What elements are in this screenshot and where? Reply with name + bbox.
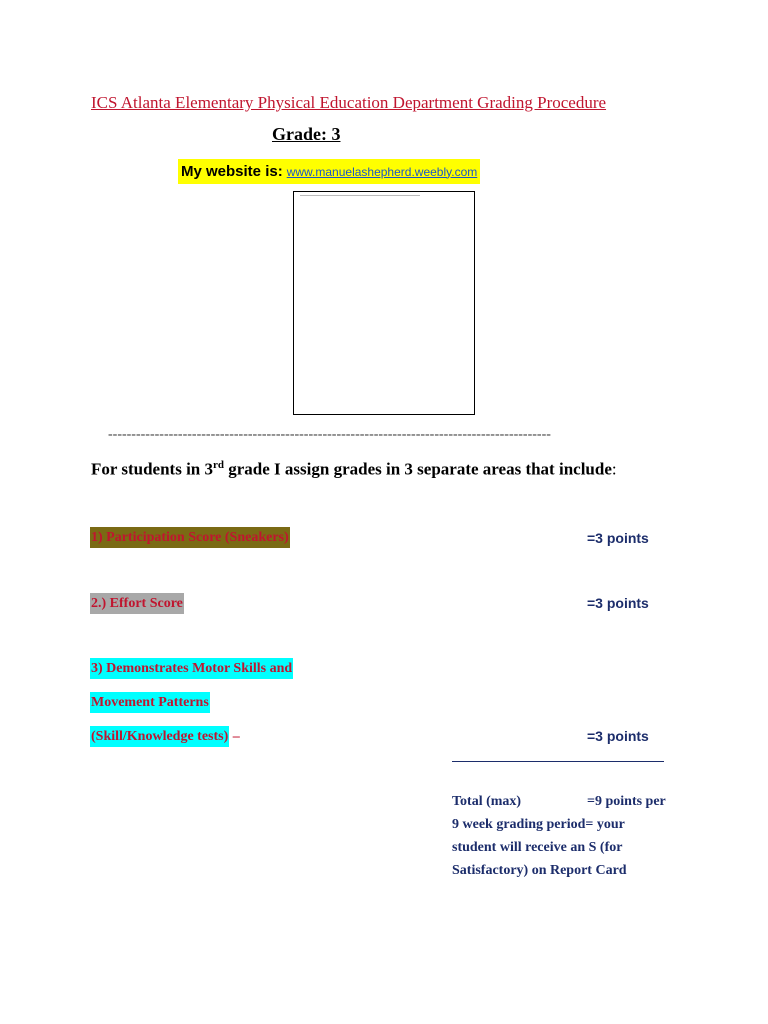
area-motor-skills-line1 [90,659,293,677]
area-motor-skills-label-1: 3) Demonstrates Motor Skills and [90,658,293,679]
total-value: =9 points per [587,794,666,809]
area-participation [90,528,290,546]
total-line-2: 9 week grading period= your [452,817,625,832]
total-rule [452,761,664,762]
area-motor-skills-label-3: (Skill/Knowledge tests) [90,726,229,747]
intro-text-end: grade I assign grades in 3 separate areas that include [224,459,612,479]
area-motor-skills-label-2: Movement Patterns [90,692,210,713]
intro-sentence [91,459,617,480]
area-participation-label: 1) Participation Score (Sneakers) [90,527,290,548]
intro-colon: : [611,459,617,479]
area-effort-label: 2.) Effort Score [90,593,184,614]
website-link[interactable]: www.manuelashepherd.weebly.com [286,164,478,179]
page-title: ICS Atlanta Elementary Physical Education Department Grading Procedure [91,93,607,112]
total-line-4: Satisfactory) on Report Card [452,863,627,878]
total-label: Total (max) [452,794,522,809]
embedded-document-header-line [300,195,420,196]
grade-heading: Grade: 3 [272,124,341,144]
area-motor-skills-line3 [90,727,240,745]
embedded-document-frame [293,191,475,415]
area-participation-points: =3 points [587,530,649,546]
website-line [178,159,480,184]
area-motor-skills-points: =3 points [587,728,649,744]
area-effort [90,594,184,612]
total-line-3: student will receive an S (for [452,840,623,855]
area-motor-skills-dash: – [229,729,240,744]
area-motor-skills-line2 [90,693,210,711]
area-effort-points: =3 points [587,595,649,611]
separator-line: ----------------------------------------------------------------------------------------------- [108,427,551,442]
intro-text-start: For students in 3 [91,459,214,479]
website-label: My website is: [181,163,283,180]
intro-superscript: rd [213,459,225,471]
